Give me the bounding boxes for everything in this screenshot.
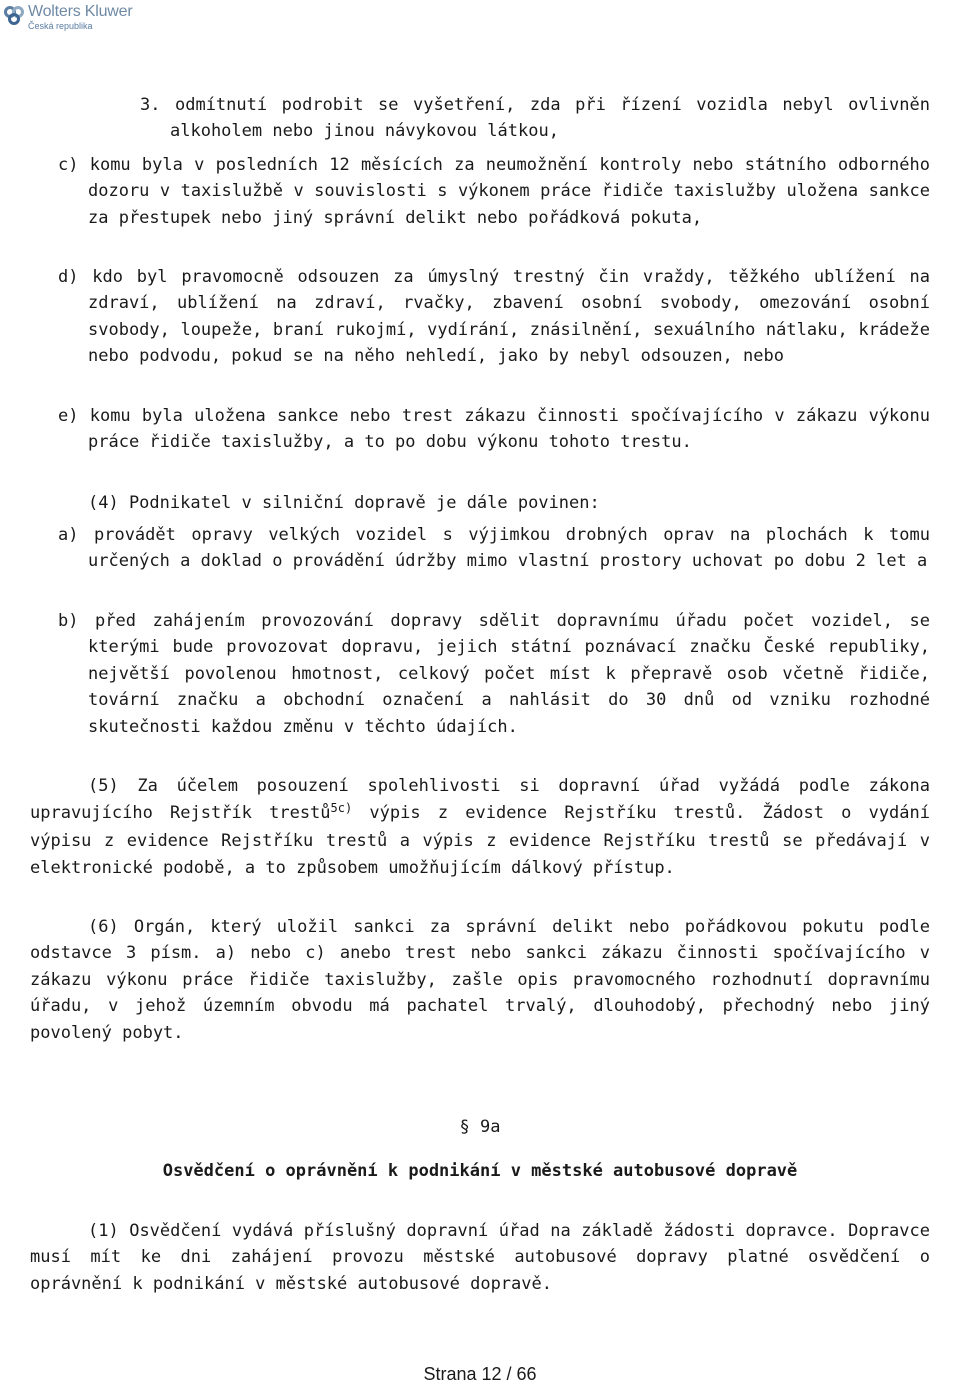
section-title: Osvědčení o oprávnění k podnikání v městské autobusové dopravě xyxy=(162,1161,798,1181)
section-number: § 9a xyxy=(459,1117,501,1137)
paragraph-4-intro: (4) Podnikatel v silniční dopravě je dále povinen: xyxy=(88,493,600,513)
wolters-kluwer-logo-icon xyxy=(4,6,24,26)
list-item-e: e) komu byla uložena sankce nebo trest zákazu činnosti spočívajícího v zákazu výkonu práce řidiče taxislužby, a to po dobu výkonu tohoto trestu. xyxy=(58,406,930,453)
list-item-3: 3. odmítnutí podrobit se vyšetření, zda při řízení vozidla nebyl ovlivněn alkoholem nebo jinou návykovou látkou, xyxy=(140,95,930,142)
brand-name: Wolters Kluwer xyxy=(28,3,133,20)
list-item-4b: b) před zahájením provozování dopravy sdělit dopravnímu úřadu počet vozidel, se kterými bude provozovat dopravu, jejich státní poznávací značku České republiky, největší povolenou hmotnost, celkový počet míst k přepravě osob včetně řidiče, tovární značku a obchodní označení a nahlásit do 30 dnů od vzniku rozhodné skutečnosti každou změnu v těchto údajích. xyxy=(58,611,930,737)
page-number: Strana 12 / 66 xyxy=(423,1364,537,1384)
list-item-d: d) kdo byl pravomocně odsouzen za úmyslný trestný čin vraždy, těžkého ublížení na zdraví, ublížení na zdraví, rvačky, zbavení osobní svobody, omezování osobní svobody, loupeže, braní rukojmí, vydírání, znásilnění, sexuálního nátlaku, krádeže nebo podvodu, pokud se na něho nehledí, jako by nebyl odsouzen, nebo xyxy=(58,267,930,367)
paragraph-5-text-b: výpis z evidence Rejstříku trestů. Žádost o vydání výpisu z evidence Rejstříku trestů a výpis z evidence Rejstříku trestů se předávají v elektronické podobě, a to způsobem umožňujícím dálkový přístup. xyxy=(30,803,930,879)
publisher-logo xyxy=(4,4,133,31)
brand-subtitle: Česká republika xyxy=(28,21,93,31)
list-item-c: c) komu byla v posledních 12 měsících za neumožnění kontroly nebo státního odborného dozoru v taxislužbě v souvislosti s výkonem práce řidiče taxislužby uložena sankce za přestupek nebo jiný správní delikt nebo pořádková pokuta, xyxy=(58,155,930,228)
paragraph-6: (6) Orgán, který uložil sankci za správní delikt nebo pořádkovou pokutu podle odstavce 3 písm. a) nebo c) anebo trest nebo sankci zákazu činnosti spočívajícího v zákazu výkonu práce řidiče taxislužby, zašle opis pravomocného rozhodnutí dopravnímu úřadu, v jehož územním obvodu má pachatel trvalý, dlouhodobý, přechodný nebo jiný povolený pobyt. xyxy=(30,917,930,1043)
paragraph-5-text-a: (5) Za účelem posouzení spolehlivosti si dopravní úřad vyžádá podle zákona upravujícího Rejstřík trestů xyxy=(30,776,930,824)
section-paragraph-1: (1) Osvědčení vydává příslušný dopravní úřad na základě žádosti dopravce. Dopravce musí mít ke dni zahájení provozu městské autobusové dopravy platné osvědčení o oprávnění k podnikání v městské autobusové dopravě. xyxy=(30,1221,930,1294)
footnote-ref-5c: 5c) xyxy=(330,801,353,816)
paragraph-5 xyxy=(30,773,930,883)
list-item-4a: a) provádět opravy velkých vozidel s výjimkou drobných oprav na plochách k tomu určených a doklad o provádění údržby mimo vlastní prostory uchovat po dobu 2 let a xyxy=(58,525,930,572)
